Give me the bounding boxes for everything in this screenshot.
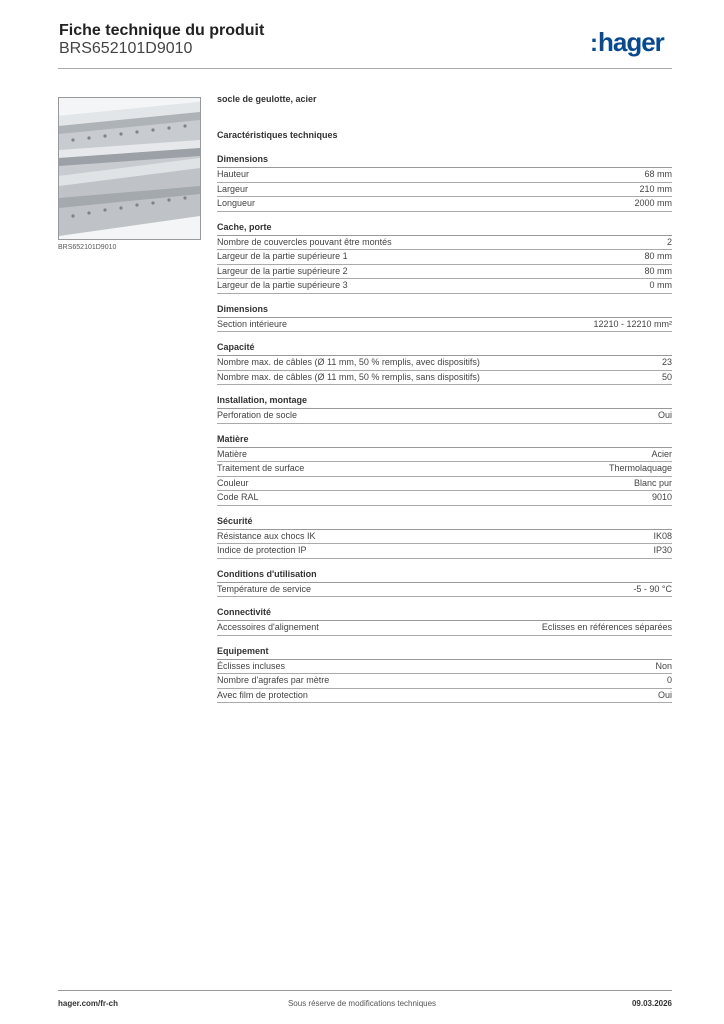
spec-sections bbox=[217, 153, 672, 703]
spec-row bbox=[217, 530, 672, 545]
section-title: Sécurité bbox=[217, 515, 672, 530]
spec-value: 80 mm bbox=[644, 251, 672, 261]
spec-label: Nombre de couvercles pouvant être montés bbox=[217, 236, 392, 247]
spec-row bbox=[217, 689, 672, 704]
spec-value: 68 mm bbox=[644, 169, 672, 179]
spec-section bbox=[217, 153, 672, 212]
spec-label: Accessoires d'alignement bbox=[217, 622, 319, 632]
section-title: Matière bbox=[217, 433, 672, 448]
spec-row bbox=[217, 491, 672, 506]
spec-value: Thermolaquage bbox=[608, 463, 672, 473]
spec-value: Oui bbox=[657, 410, 672, 420]
spec-label: Nombre max. de câbles (Ø 11 mm, 50 % remplis, sans dispositifs) bbox=[217, 371, 480, 382]
section-title: Dimensions bbox=[217, 153, 672, 168]
spec-row bbox=[217, 462, 672, 477]
spec-label: Section intérieure bbox=[217, 318, 288, 329]
section-title: Connectivité bbox=[217, 606, 672, 621]
spec-value: Eclisses en références séparées bbox=[541, 622, 672, 632]
spec-row bbox=[217, 197, 672, 212]
spec-label: Avec film de protection bbox=[217, 689, 308, 700]
spec-value: 210 mm bbox=[639, 183, 672, 194]
spec-value: Non bbox=[655, 660, 672, 671]
spec-section bbox=[217, 568, 672, 598]
spec-label: Code RAL bbox=[217, 492, 259, 502]
spec-label: Hauteur bbox=[217, 169, 250, 179]
spec-label: Indice de protection IP bbox=[217, 545, 307, 555]
spec-content bbox=[217, 94, 672, 703]
section-title: Capacité bbox=[217, 341, 672, 356]
spec-value: 80 mm bbox=[644, 265, 672, 276]
spec-label: Largeur de la partie supérieure 3 bbox=[217, 280, 348, 290]
spec-label: Largeur de la partie supérieure 2 bbox=[217, 265, 348, 276]
spec-label: Éclisses incluses bbox=[217, 660, 286, 671]
spec-row bbox=[217, 168, 672, 183]
spec-row bbox=[217, 371, 672, 386]
spec-value: 0 bbox=[666, 675, 672, 685]
spec-row bbox=[217, 318, 672, 333]
spec-value: 12210 - 12210 mm² bbox=[593, 318, 672, 329]
spec-row bbox=[217, 660, 672, 675]
product-description: socle de geulotte, acier bbox=[217, 94, 317, 104]
spec-row bbox=[217, 477, 672, 492]
spec-section bbox=[217, 645, 672, 704]
spec-value: Oui bbox=[657, 689, 672, 700]
spec-section bbox=[217, 394, 672, 424]
spec-section bbox=[217, 303, 672, 333]
header-divider bbox=[58, 68, 672, 69]
spec-section bbox=[217, 433, 672, 506]
spec-value: -5 - 90 °C bbox=[633, 583, 672, 594]
spec-label: Couleur bbox=[217, 477, 249, 488]
spec-label: Longueur bbox=[217, 198, 256, 208]
spec-row bbox=[217, 409, 672, 424]
spec-row bbox=[217, 265, 672, 280]
spec-row bbox=[217, 621, 672, 636]
page-title: Fiche technique du produit bbox=[59, 22, 265, 39]
spec-row bbox=[217, 356, 672, 371]
spec-value: IK08 bbox=[653, 530, 672, 541]
spec-row bbox=[217, 236, 672, 251]
spec-label: Nombre d'agrafes par mètre bbox=[217, 675, 330, 685]
spec-value: Blanc pur bbox=[633, 477, 672, 488]
spec-label: Largeur bbox=[217, 183, 249, 194]
spec-row bbox=[217, 183, 672, 198]
spec-label: Nombre max. de câbles (Ø 11 mm, 50 % remplis, avec dispositifs) bbox=[217, 357, 480, 367]
spec-row bbox=[217, 674, 672, 689]
spec-value: 0 mm bbox=[649, 280, 672, 290]
footer-date: 09.03.2026 bbox=[631, 999, 672, 1008]
footer-disclaimer: Sous réserve de modifications techniques bbox=[287, 999, 437, 1008]
spec-row bbox=[217, 448, 672, 463]
spec-section bbox=[217, 221, 672, 294]
product-image bbox=[58, 97, 201, 240]
spec-section bbox=[217, 341, 672, 385]
spec-value: IP30 bbox=[653, 545, 672, 555]
spec-row bbox=[217, 544, 672, 559]
spec-value: 50 bbox=[661, 371, 672, 382]
spec-label: Matière bbox=[217, 448, 248, 459]
spec-value: 2000 mm bbox=[634, 198, 672, 208]
spec-row bbox=[217, 279, 672, 294]
spec-row bbox=[217, 250, 672, 265]
cable-trunking-photo-icon bbox=[59, 98, 200, 239]
spec-label: Perforation de socle bbox=[217, 410, 298, 420]
spec-label: Largeur de la partie supérieure 1 bbox=[217, 251, 348, 261]
spec-label: Température de service bbox=[217, 583, 312, 594]
spec-section bbox=[217, 515, 672, 559]
section-title: Cache, porte bbox=[217, 221, 672, 236]
spec-value: Acier bbox=[651, 448, 672, 459]
tech-characteristics-title: Caractéristiques techniques bbox=[217, 130, 338, 140]
section-title: Dimensions bbox=[217, 303, 672, 318]
section-title: Conditions d'utilisation bbox=[217, 568, 672, 583]
section-title: Installation, montage bbox=[217, 394, 672, 409]
spec-label: Résistance aux chocs IK bbox=[217, 530, 316, 541]
spec-section bbox=[217, 606, 672, 636]
footer-website[interactable]: hager.com/fr-ch bbox=[58, 999, 119, 1008]
hager-logo: :hager bbox=[590, 27, 664, 57]
image-caption: BRS652101D9010 bbox=[58, 244, 117, 251]
section-title: Equipement bbox=[217, 645, 672, 660]
spec-value: 2 bbox=[666, 236, 672, 247]
spec-label: Traitement de surface bbox=[217, 463, 305, 473]
product-reference: BRS652101D9010 bbox=[59, 40, 193, 57]
spec-value: 23 bbox=[661, 357, 672, 367]
spec-value: 9010 bbox=[651, 492, 672, 502]
footer-divider bbox=[58, 990, 672, 991]
spec-row bbox=[217, 583, 672, 598]
